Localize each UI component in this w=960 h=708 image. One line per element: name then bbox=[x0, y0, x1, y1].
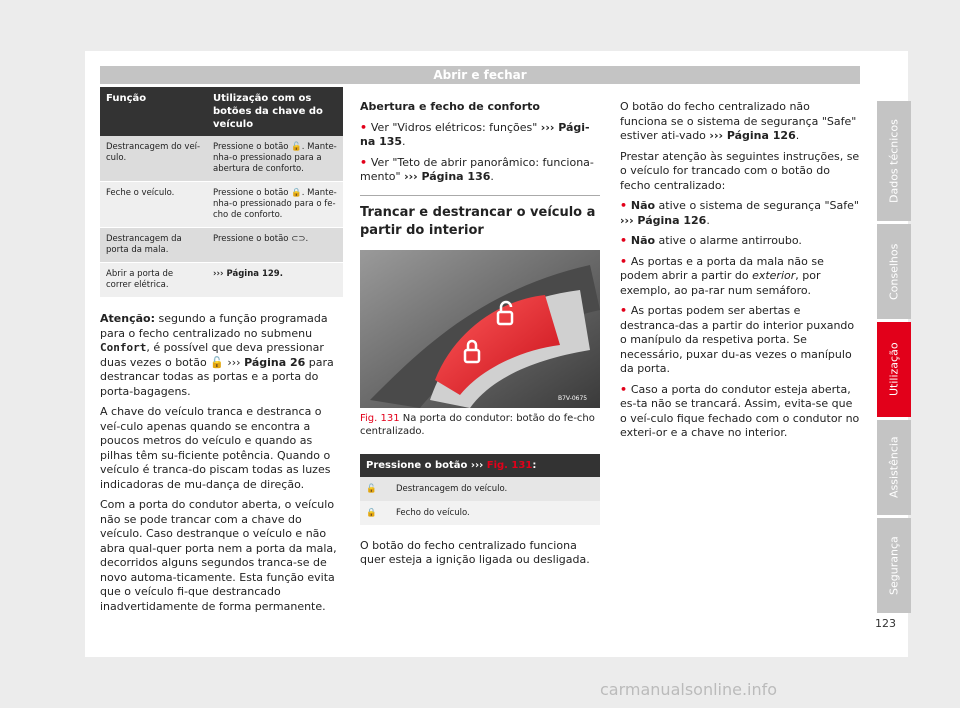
section-header: Abrir e fechar bbox=[100, 66, 860, 84]
unlock-icon: 🔓 bbox=[360, 477, 390, 501]
paragraph: O botão do fecho centralizado não funciona se o sistema de segurança "Safe" estiver ati-vado ››› Página 126. bbox=[620, 100, 857, 142]
column-right bbox=[620, 100, 860, 447]
text: ative o sistema de segurança "Safe" bbox=[655, 199, 859, 212]
table-cell: Pressione o botão 🔓. Mante-nha-o pressionado para a abertura de conforto. bbox=[207, 136, 343, 182]
door-panel-illustration bbox=[360, 250, 600, 408]
text: As portas e a porta da mala não se podem abrir a partir do bbox=[620, 254, 824, 282]
page-number: 123 bbox=[875, 617, 896, 630]
figure-label: Fig. 131 bbox=[360, 412, 400, 424]
table-cell: Pressione o botão 🔒. Mante-nha-o pressionado para o fe-cho de conforto. bbox=[207, 182, 343, 228]
attention-paragraph bbox=[100, 312, 343, 399]
page-ref-link[interactable]: ››› Página 126 bbox=[620, 213, 707, 227]
tab-seguranca[interactable]: Segurança bbox=[877, 518, 911, 613]
table-row bbox=[360, 477, 600, 501]
figure-caption bbox=[360, 412, 600, 438]
text: Pressione o botão ››› bbox=[366, 459, 487, 471]
paragraph: Com a porta do condutor aberta, o veículo não se pode trancar com a chave do veículo. Caso destranque o veículo e não abra qual-quer porta nem a porta da mala, decorridos alguns segundos tranca-se de novo automa-ticamente. Esta função evita que o veículo fi-que destrancado inadvertidamente de forma permanente. bbox=[100, 498, 337, 613]
bullet-item: • Ver "Vidros elétricos: funções" ››› Pági-na 135. bbox=[360, 121, 600, 150]
page-ref-link[interactable]: ››› Pági-na 135 bbox=[360, 120, 590, 148]
table-row bbox=[100, 228, 343, 263]
paragraph: A chave do veículo tranca e destranca o veí-culo apenas quando se encontra a poucos metros do veículo e quando as pilhas têm su-ficiente potência. Quando o veículo é tranca-do piscam todas as luzes indicadoras de mu-dança de direção. bbox=[100, 405, 331, 491]
table-cell: Destrancagem do veículo. bbox=[390, 477, 600, 501]
column-left bbox=[100, 87, 343, 620]
column-middle bbox=[360, 100, 600, 574]
text: Ver "Vidros elétricos: funções" bbox=[370, 120, 541, 134]
text: , por exemplo, ao pa-rar num semáforo. bbox=[620, 269, 821, 297]
attention-label: Atenção: bbox=[100, 312, 155, 325]
text: Na porta do condutor: botão do fe-cho centralizado. bbox=[360, 412, 595, 437]
figure-ref-link[interactable]: Fig. 131 bbox=[486, 459, 533, 471]
confort-menu: Confort bbox=[100, 341, 147, 354]
tab-conselhos[interactable]: Conselhos bbox=[877, 224, 911, 319]
table-cell: ››› Página 129. bbox=[207, 263, 343, 298]
table-cell: Pressione o botão ⊂⊃. bbox=[207, 228, 343, 263]
bullet-item: • As portas podem ser abertas e destranca-das a partir do interior puxando o manípulo da respetiva porta. Se necessário, puxar du-as vezes o manípulo da porta. bbox=[620, 304, 860, 377]
table-header-use: Utilização com os botões da chave do veículo bbox=[207, 87, 343, 136]
table-cell: Destrancagem do veí-culo. bbox=[100, 136, 207, 182]
bullet-item: • Ver "Teto de abrir panorâmico: funciona-mento" ››› Página 136. bbox=[360, 156, 600, 185]
text: O botão do fecho centralizado não funciona se o sistema de segurança "Safe" estiver ati-vado bbox=[620, 100, 857, 142]
tab-utilizacao[interactable]: Utilização bbox=[877, 322, 911, 417]
paragraph: Prestar atenção às seguintes instruções, se o veículo for trancado com o botão do fecho centralizado: bbox=[620, 149, 860, 192]
table-row bbox=[100, 136, 343, 182]
key-function-table bbox=[100, 87, 343, 298]
watermark: carmanualsonline.info bbox=[600, 680, 778, 699]
table-row bbox=[100, 263, 343, 298]
table-cell: Destrancagem da porta da mala. bbox=[100, 228, 207, 263]
table-cell: Fecho do veículo. bbox=[390, 501, 600, 525]
page-ref-link[interactable]: ››› Página 136 bbox=[404, 170, 491, 183]
bullet-item: • Não ative o sistema de segurança "Safe" ››› Página 126. bbox=[620, 199, 860, 228]
text: segundo a função programada para o fecho centralizado no submenu bbox=[100, 312, 328, 340]
lock-icon: 🔒 bbox=[360, 501, 390, 525]
figure-code: B7V-0675 bbox=[558, 394, 588, 402]
press-table-header: Pressione o botão ››› Fig. 131: bbox=[360, 454, 600, 477]
tab-dados-tecnicos[interactable]: Dados técnicos bbox=[877, 101, 911, 221]
section-heading: Abertura e fecho de conforto bbox=[360, 100, 540, 113]
bullet-item: • Caso a porta do condutor esteja aberta, es-ta não se trancará. Assim, evita-se que o veí-culo fique fechado com o condutor no exteri-or e a chave no interior. bbox=[620, 383, 860, 441]
subsection-title: Trancar e destrancar o veículo a partir do interior bbox=[360, 195, 600, 240]
text: para destrancar todas as portas e a porta do porta-bagagens. bbox=[100, 355, 334, 398]
text: , é possível que deva pressionar duas vezes o botão 🔓 ››› bbox=[100, 341, 324, 369]
text: Não bbox=[630, 234, 656, 247]
table-row bbox=[100, 182, 343, 228]
text: exterior bbox=[752, 269, 796, 282]
press-button-table bbox=[360, 454, 600, 525]
text: Ver "Teto de abrir panorâmico: funciona-mento" bbox=[360, 155, 594, 183]
table-row bbox=[360, 501, 600, 525]
paragraph: O botão do fecho centralizado funciona quer esteja a ignição ligada ou desligada. bbox=[360, 538, 590, 566]
table-cell: Abrir a porta de correr elétrica. bbox=[100, 263, 207, 298]
page-ref-link[interactable]: ››› Página 126 bbox=[709, 129, 796, 142]
text: Não bbox=[630, 199, 656, 212]
table-header-function: Função bbox=[100, 87, 207, 136]
figure-door-lock-button bbox=[360, 250, 600, 408]
bullet-item bbox=[620, 255, 860, 299]
bullet-item bbox=[620, 234, 860, 249]
page-ref-link[interactable]: Página 26 bbox=[244, 355, 306, 369]
side-tabs bbox=[877, 101, 911, 616]
table-cell: Feche o veículo. bbox=[100, 182, 207, 228]
text: ative o alarme antirroubo. bbox=[655, 234, 802, 247]
tab-assistencia[interactable]: Assistência bbox=[877, 420, 911, 515]
